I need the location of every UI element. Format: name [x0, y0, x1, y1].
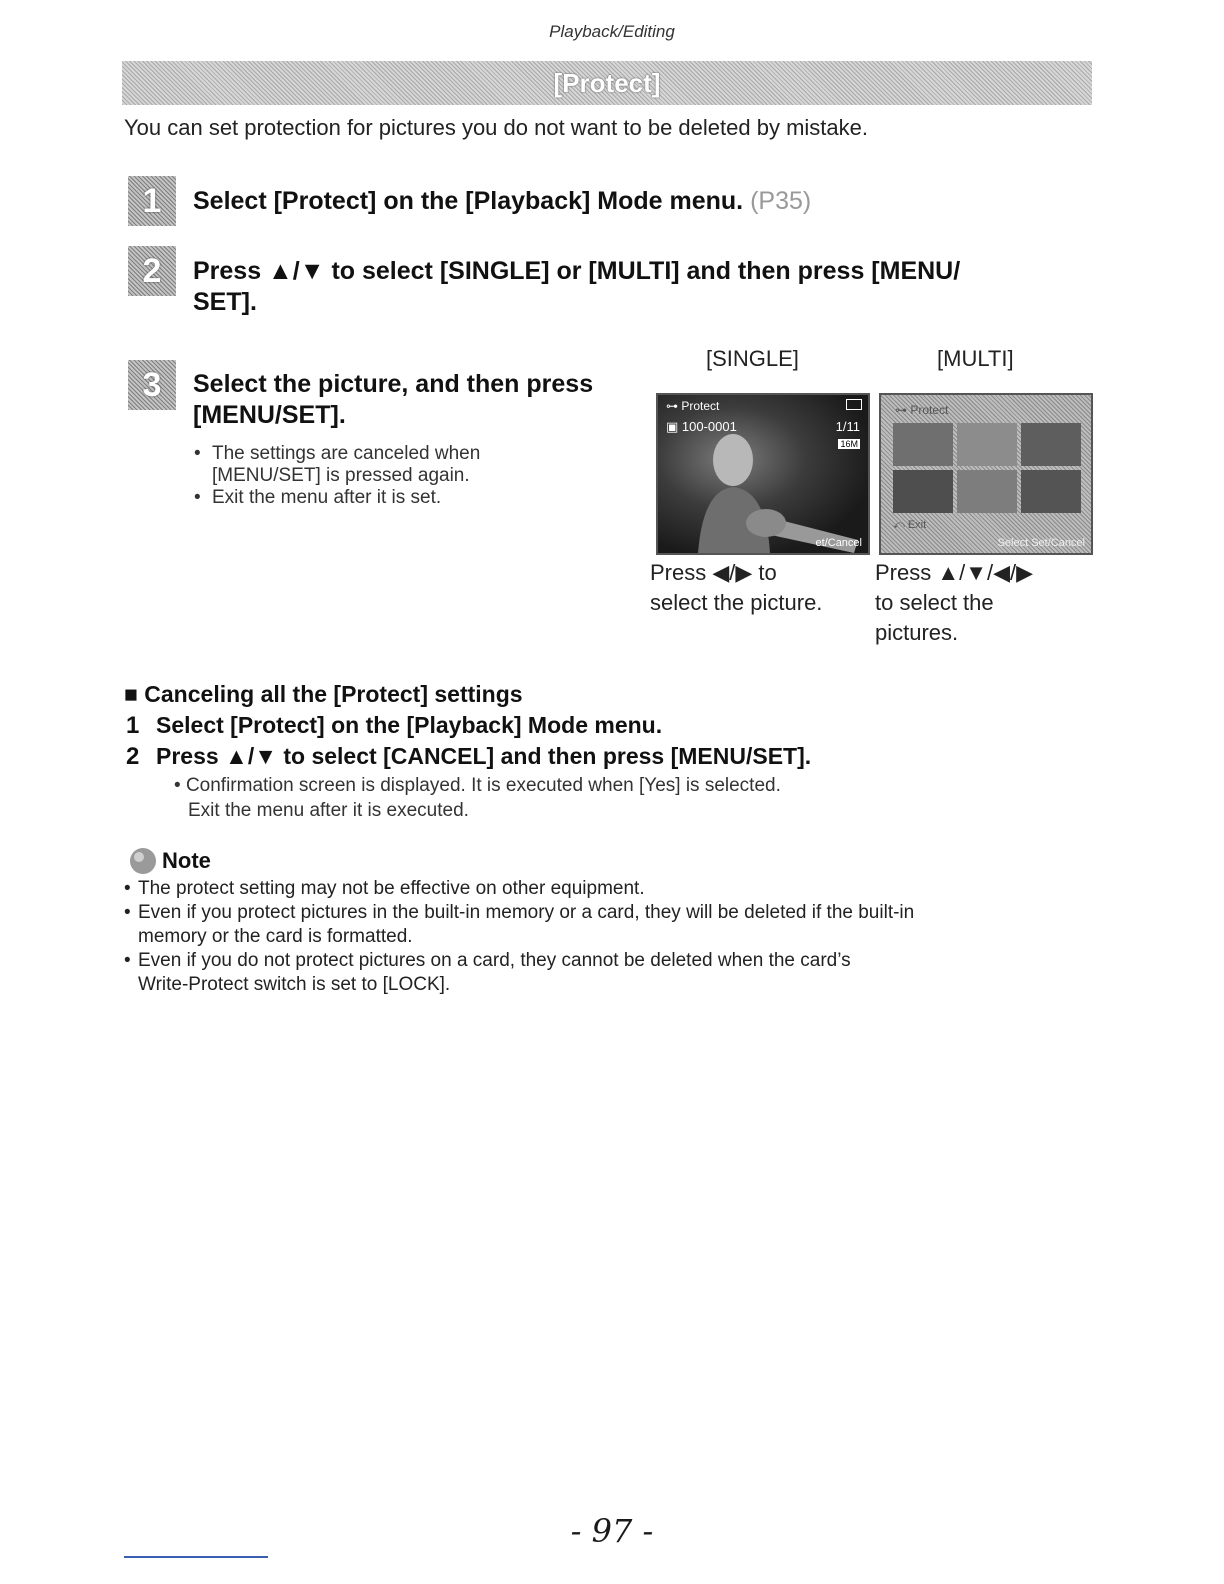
note-heading: Note — [128, 846, 211, 876]
cancel-bullet: • Confirmation screen is displayed. It is executed when [Yes] is selected. Exit the menu after it is executed. — [174, 775, 781, 821]
cancel-step-2: 2 Press ▲/▼ to select [CANCEL] and then press [MENU/SET]. — [126, 743, 812, 770]
title-bar — [122, 61, 1092, 105]
thumbnail[interactable] — [1021, 470, 1081, 513]
intro-text: You can set protection for pictures you do not want to be deleted by mistake. — [124, 115, 868, 140]
battery-icon — [846, 399, 862, 410]
thumbnail-grid — [893, 423, 1081, 513]
list-item: • Exit the menu after it is set. — [192, 487, 480, 509]
list-item: • Even if you protect pictures in the built-in memory or a card, they will be deleted if the built-in memory or the card is formatted. — [124, 901, 914, 949]
step-2-badge: 2 — [128, 246, 176, 296]
single-label: [SINGLE] — [706, 346, 799, 371]
lcd-title: ⊶ Protect — [666, 399, 720, 413]
lcd-folder: ▣ 100-0001 — [666, 419, 737, 434]
cancel-step-1: 1 Select [Protect] on the [Playback] Mode menu. — [126, 712, 663, 739]
lcd-title: ⊶ Protect — [895, 403, 949, 417]
step-3-badge: 3 — [128, 360, 176, 410]
thumbnail[interactable] — [893, 423, 953, 466]
multi-screen-image — [879, 393, 1093, 555]
thumbnail[interactable] — [957, 470, 1017, 513]
thumbnail[interactable] — [957, 423, 1017, 466]
list-item: • The protect setting may not be effective on other equipment. — [124, 877, 914, 901]
multi-label: [MULTI] — [937, 346, 1014, 371]
section-label: Playback/Editing — [549, 22, 675, 41]
thumbnail[interactable] — [1021, 423, 1081, 466]
multi-caption: Press ▲/▼/◀/▶ to select the pictures. — [875, 560, 1034, 645]
cancel-heading: ■ Canceling all the [Protect] settings — [124, 681, 523, 707]
lcd-exit: ⤺ Exit — [893, 519, 927, 531]
page-title: [Protect] — [553, 67, 661, 98]
lcd-count: 1/11 — [835, 419, 860, 434]
footer-rule — [124, 1556, 268, 1558]
list-item: • The settings are canceled when [MENU/SET] is pressed again. — [192, 443, 480, 487]
single-screen-image — [656, 393, 870, 555]
thumbnail[interactable] — [893, 470, 953, 513]
single-caption: Press ◀/▶ to select the picture. — [650, 560, 823, 615]
lcd-bottom: et/Cancel — [815, 537, 862, 549]
note-icon — [128, 846, 158, 876]
step-3-heading: Select the picture, and then press [MENU/SET]. — [193, 370, 594, 429]
lcd-bottom: Select Set/Cancel — [997, 537, 1085, 549]
page-number: - 97 - — [570, 1512, 654, 1550]
step-1-heading: Select [Protect] on the [Playback] Mode menu. (P35) — [193, 187, 812, 215]
lcd-badge: 16M — [840, 439, 858, 449]
note-bullets — [124, 877, 914, 997]
step-1-badge: 1 — [128, 176, 176, 226]
page-reference: (P35) — [750, 187, 812, 215]
step-3-bullets — [192, 443, 480, 509]
step-2-heading: Press ▲/▼ to select [SINGLE] or [MULTI] and then press [MENU/ SET]. — [193, 257, 961, 316]
list-item: • Even if you do not protect pictures on a card, they cannot be deleted when the card’s Write-Protect switch is set to [LOCK]. — [124, 949, 914, 997]
